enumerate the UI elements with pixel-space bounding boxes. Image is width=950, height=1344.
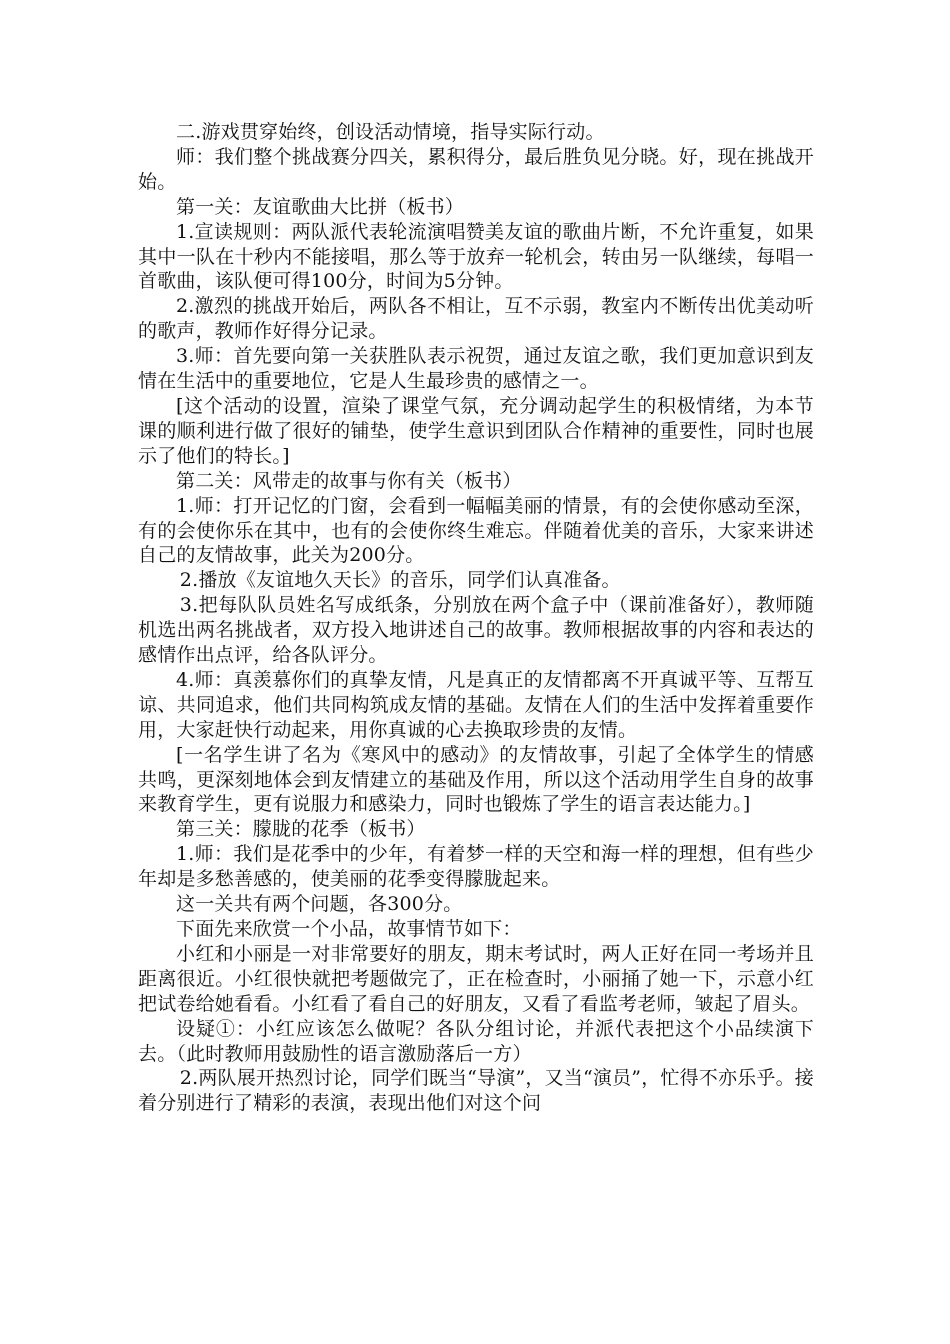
paragraph-level-one-title: 第一关：友谊歌曲大比拼（板书） bbox=[176, 195, 465, 218]
paragraph-level-two-summary: 4.师：真羡慕你们的真挚友情，凡是真正的友情都离不开真诚平等、互帮互谅、共同追求，他们共同构筑成友情的基础。友情在人们的生活中发挥着重要作用，大家赶快行动起来，用你真诚的心去换取珍贵的友情。 bbox=[138, 668, 814, 741]
paragraph-teacher-intro: 师：我们整个挑战赛分四关，累积得分，最后胜负见分晓。好，现在挑战开始。 bbox=[138, 145, 814, 193]
paragraph-level-one-rules: 1.宣读规则：两队派代表轮流演唱赞美友谊的歌曲片断，不允许重复，如果其中一队在十秒内不能接唱，那么等于放弃一轮机会，转由另一队继续，每唱一首歌曲，该队便可得100分，时间为5分钟。 bbox=[138, 220, 814, 293]
paragraph-level-two-draw: 3.把每队队员姓名写成纸条，分别放在两个盒子中（课前准备好），教师随机选出两名挑战者，双方投入地讲述自己的故事。教师根据故事的内容和表达的感情作出点评，给各队评分。 bbox=[138, 594, 814, 667]
paragraph-level-one-challenge: 2.激烈的挑战开始后，两队各不相让，互不示弱，教室内不断传出优美动听的歌声，教师作好得分记录。 bbox=[138, 295, 814, 343]
paragraph-level-two-title: 第二关：风带走的故事与你有关（板书） bbox=[176, 469, 522, 492]
paragraph-level-three-title: 第三关：朦胧的花季（板书） bbox=[176, 818, 426, 841]
paragraph-level-one-commentary: [这个活动的设置，渲染了课堂气氛，充分调动起学生的积极情绪，为本节课的顺利进行做了很好的铺垫，使学生意识到团队合作精神的重要性，同时也展示了他们的特长。] bbox=[138, 394, 814, 467]
document-page bbox=[138, 120, 814, 1116]
paragraph-skit-intro: 下面先来欣赏一个小品，故事情节如下： bbox=[176, 918, 522, 940]
paragraph-section-heading: 二.游戏贯穿始终，创设活动情境，指导实际行动。 bbox=[176, 121, 605, 143]
paragraph-discussion: 2.两队展开热烈讨论，同学们既当“导演”，又当“演员”，忙得不亦乐乎。接着分别进行了精彩的表演，表现出他们对这个问 bbox=[138, 1067, 814, 1115]
paragraph-level-three-intro: 1.师：我们是花季中的少年，有着梦一样的天空和海一样的理想，但有些少年却是多愁善感的，使美丽的花季变得朦胧起来。 bbox=[138, 843, 814, 891]
paragraph-level-two-commentary: [一名学生讲了名为《寒风中的感动》的友情故事，引起了全体学生的情感共鸣，更深刻地体会到友情建立的基础及作用，所以这个活动用学生自身的故事来教育学生，更有说服力和感染力，同时也锻炼了学生的语言表达能力。] bbox=[138, 743, 814, 816]
paragraph-level-two-intro: 1.师：打开记忆的门窗，会看到一幅幅美丽的情景，有的会使你感动至深，有的会使你乐在其中，也有的会使你终生难忘。伴随着优美的音乐，大家来讲述自己的友情故事，此关为200分。 bbox=[138, 494, 814, 567]
paragraph-level-two-music: 2.播放《友谊地久天长》的音乐，同学们认真准备。 bbox=[179, 569, 621, 592]
paragraph-level-three-points: 这一关共有两个问题，各300分。 bbox=[176, 893, 463, 916]
paragraph-level-one-summary: 3.师：首先要向第一关获胜队表示祝贺，通过友谊之歌，我们更加意识到友情在生活中的重要地位，它是人生最珍贵的感情之一。 bbox=[138, 345, 814, 393]
paragraph-question-one: 设疑①：小红应该怎么做呢？各队分组讨论，并派代表把这个小品续演下去。（此时教师用鼓励性的语言激励落后一方） bbox=[138, 1017, 814, 1065]
paragraph-skit-story: 小红和小丽是一对非常要好的朋友，期末考试时，两人正好在同一考场并且距离很近。小红很快就把考题做完了，正在检查时，小丽捅了她一下，示意小红把试卷给她看看。小红看了看自己的好朋友，又看了看监考老师，皱起了眉头。 bbox=[138, 942, 814, 1015]
